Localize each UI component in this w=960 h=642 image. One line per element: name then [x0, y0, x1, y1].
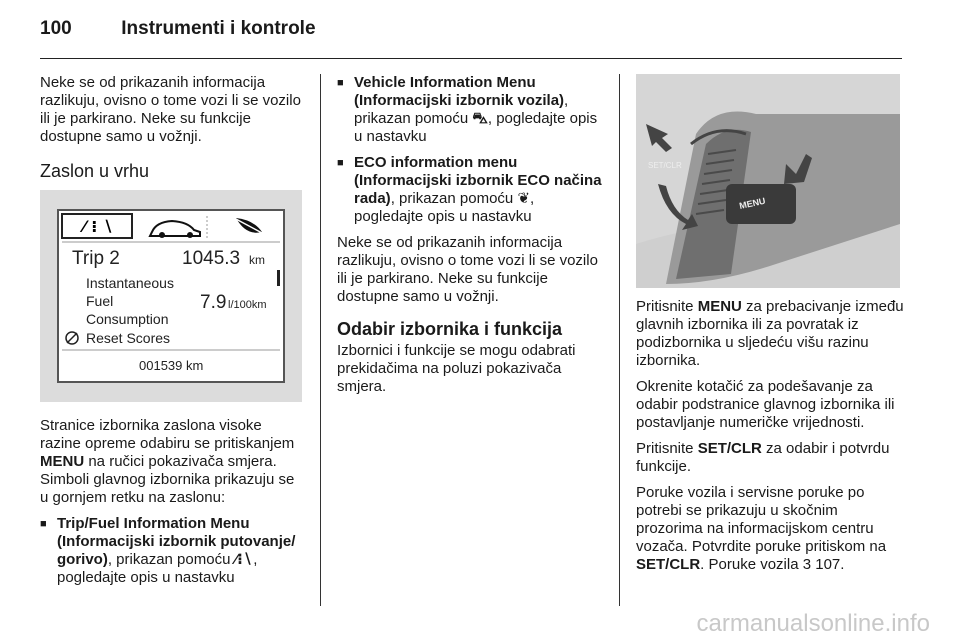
display-trip-value: 1045.3 — [182, 248, 241, 269]
trip-fuel-icon: ⁄ ⁝ ∖ — [83, 217, 115, 236]
display-line3: Consumption — [86, 311, 169, 327]
col3-paragraph-2: Okrenite kotačić za podešavanje za odabir podstranice glavnog izbornika ili postavljanje numeričke vrijednosti. — [636, 378, 895, 431]
list-item-eco — [337, 154, 603, 226]
column-divider-2 — [619, 74, 620, 606]
column-3 — [636, 298, 904, 582]
display-odometer: 001539 km — [139, 358, 204, 373]
page-ref-number[interactable]: 107. — [815, 556, 845, 573]
col2-section-text: Izbornici i funkcije se mogu odabrati prekidačima na poluzi pokazivača smjera. — [337, 342, 576, 395]
display-line1: Instantaneous — [86, 275, 174, 291]
turn-signal-lever-illustration — [636, 74, 900, 288]
page-header — [40, 18, 316, 40]
list-item-trip-fuel — [40, 515, 306, 587]
lever-svg — [636, 74, 900, 288]
list-item-vehicle — [337, 74, 603, 146]
bullet3-text-b: , pogledajte opis u nastavku — [354, 190, 535, 225]
watermark: carmanualsonline.info — [696, 610, 930, 637]
lever-set-label: SET/CLR — [648, 161, 682, 170]
display-fuel-value: 7.9 — [200, 292, 227, 313]
p3-bold: SET/CLR — [697, 440, 762, 457]
p3-text-a: Pritisnite — [636, 440, 694, 457]
lever-menu-label: MENU — [738, 195, 767, 211]
intro-paragraph: Neke se od prikazanih informacija razlikuju, ovisno o tome vozi li se vozilo ili je parkirano. Neke su funkcije dostupne samo u vožnji. — [40, 74, 301, 145]
display-fuel-unit: l/100km — [228, 299, 267, 311]
trip-fuel-icon: ⁄⁝∖ — [234, 551, 254, 568]
p1-text-b: za prebacivanje između glavnih izbornika ili za povratak iz podizbornika u sljedeću višu razinu izbornika. — [636, 298, 904, 369]
p4-text-a: Poruke vozila i servisne poruke po potrebi se prikazuju u skočnim prozorima na informacijskom centru vozača. Potvrdite poruke pritiskom na — [636, 484, 887, 555]
display-illustration — [40, 190, 302, 402]
section-title-menu-select: Odabir izbornika i funkcija — [337, 319, 563, 339]
menu-list-col1 — [40, 515, 306, 587]
header-rule — [40, 58, 902, 59]
display-line2: Fuel — [86, 293, 114, 309]
bullet3-bold: ECO information menu (Informacijski izbornik ECO načina rada) — [354, 154, 602, 207]
column-divider-1 — [320, 74, 321, 606]
section-title-top-display: Zaslon u vrhu — [40, 161, 150, 181]
display-reset: Reset Scores — [86, 330, 171, 346]
column-1 — [40, 74, 306, 192]
menu-word: MENU — [40, 453, 85, 470]
col3-paragraph-3 — [636, 440, 904, 476]
display-svg — [40, 190, 302, 402]
p1-bold: MENU — [697, 298, 742, 315]
menu-description-paragraph — [40, 417, 306, 507]
display-trip: Trip 2 — [72, 248, 120, 269]
column-1-lower — [40, 417, 306, 595]
menu-list-col2 — [337, 74, 603, 226]
page-ref-icon[interactable]: 3 — [802, 556, 812, 573]
bullet2-bold: Vehicle Information Menu (Informacijski izbornik vozila) — [354, 74, 565, 109]
bullet1-text-a: , prikazan pomoću — [107, 551, 231, 568]
bullet2-text-a: , prikazan pomoću — [354, 92, 569, 127]
menu-text-b: na ručici pokazivača smjera. Simboli glavnog izbornika prikazuju se u gornjem retku na zaslonu: — [40, 453, 295, 506]
page-number: 100 — [40, 18, 72, 39]
eco-leaf-icon: ❦ — [517, 190, 531, 207]
col2-paragraph: Neke se od prikazanih informacija razlikuju, ovisno o tome vozi li se vozilo ili je parkirano. Neke su funkcije dostupne samo u vožnji. — [337, 234, 598, 305]
bullet2-text-b: , pogledajte opis u nastavku — [354, 110, 598, 145]
display-trip-unit: km — [249, 253, 265, 267]
p4-bold: SET/CLR — [636, 556, 701, 573]
p4-text-b: . Poruke vozila — [700, 556, 799, 573]
p1-text-a: Pritisnite — [636, 298, 694, 315]
col3-paragraph-1 — [636, 298, 904, 370]
column-2 — [337, 74, 603, 404]
col3-paragraph-4 — [636, 484, 904, 574]
bullet3-text-a: , prikazan pomoću — [390, 190, 514, 207]
p3-text-b: za odabir i potvrdu funkcije. — [636, 440, 890, 475]
bullet1-text-b: , pogledajte opis u nastavku — [57, 551, 258, 586]
page-title: Instrumenti i kontrole — [121, 18, 316, 39]
scrollbar-indicator — [277, 270, 280, 286]
bullet1-bold: Trip/Fuel Information Menu (Informacijski izbornik putovanje/ gorivo) — [57, 515, 296, 568]
car-icon: ⛍ — [472, 110, 488, 127]
menu-text-a: Stranice izbornika zaslona visoke razine opreme odabiru se pritiskanjem — [40, 417, 295, 452]
